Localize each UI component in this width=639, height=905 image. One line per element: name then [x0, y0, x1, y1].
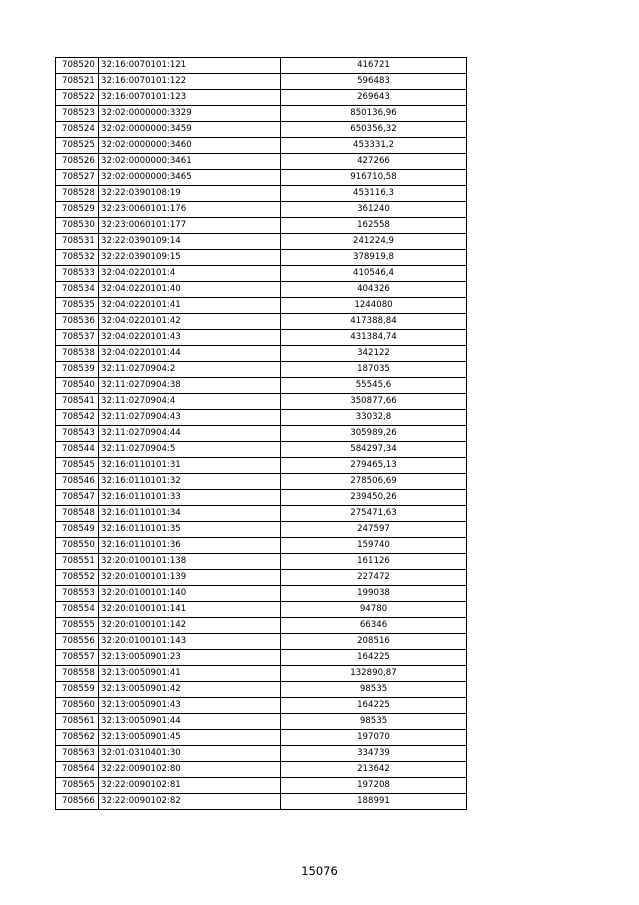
table-row: [56, 106, 467, 122]
value-cell: 1244080: [281, 298, 467, 314]
value-cell: 916710,58: [281, 170, 467, 186]
row-id-cell: 708523: [56, 106, 99, 122]
value-cell: 213642: [281, 762, 467, 778]
value-cell: 453116,3: [281, 186, 467, 202]
value-cell: 279465,13: [281, 458, 467, 474]
row-id-cell: 708562: [56, 730, 99, 746]
cadastral-number-cell: 32:20:0100101:143: [99, 634, 281, 650]
value-cell: 342122: [281, 346, 467, 362]
row-id-cell: 708551: [56, 554, 99, 570]
table-row: [56, 234, 467, 250]
cadastral-number-cell: 32:20:0100101:141: [99, 602, 281, 618]
cadastral-number-cell: 32:22:0090102:80: [99, 762, 281, 778]
table-row: [56, 426, 467, 442]
row-id-cell: 708539: [56, 362, 99, 378]
value-cell: 584297,34: [281, 442, 467, 458]
table-row: [56, 346, 467, 362]
value-cell: 162558: [281, 218, 467, 234]
row-id-cell: 708536: [56, 314, 99, 330]
table-row: [56, 730, 467, 746]
cadastral-number-cell: 32:04:0220101:43: [99, 330, 281, 346]
value-cell: 350877,66: [281, 394, 467, 410]
row-id-cell: 708533: [56, 266, 99, 282]
value-cell: 132890,87: [281, 666, 467, 682]
row-id-cell: 708553: [56, 586, 99, 602]
value-cell: 164225: [281, 650, 467, 666]
cadastral-number-cell: 32:11:0270904:2: [99, 362, 281, 378]
row-id-cell: 708542: [56, 410, 99, 426]
table-row: [56, 522, 467, 538]
value-cell: 197070: [281, 730, 467, 746]
value-cell: 269643: [281, 90, 467, 106]
value-cell: 305989,26: [281, 426, 467, 442]
row-id-cell: 708558: [56, 666, 99, 682]
value-cell: 378919,8: [281, 250, 467, 266]
table-row: [56, 378, 467, 394]
row-id-cell: 708541: [56, 394, 99, 410]
cadastral-number-cell: 32:04:0220101:40: [99, 282, 281, 298]
table-row: [56, 74, 467, 90]
row-id-cell: 708531: [56, 234, 99, 250]
cadastral-number-cell: 32:13:0050901:45: [99, 730, 281, 746]
value-cell: 227472: [281, 570, 467, 586]
cadastral-number-cell: 32:22:0090102:81: [99, 778, 281, 794]
table-body: [56, 58, 467, 810]
value-cell: 417388,84: [281, 314, 467, 330]
cadastral-number-cell: 32:20:0100101:140: [99, 586, 281, 602]
value-cell: 850136,96: [281, 106, 467, 122]
row-id-cell: 708552: [56, 570, 99, 586]
table-row: [56, 794, 467, 810]
row-id-cell: 708561: [56, 714, 99, 730]
cadastral-number-cell: 32:22:0390108:19: [99, 186, 281, 202]
value-cell: 410546,4: [281, 266, 467, 282]
value-cell: 650356,32: [281, 122, 467, 138]
table-row: [56, 714, 467, 730]
table-row: [56, 122, 467, 138]
row-id-cell: 708524: [56, 122, 99, 138]
value-cell: 275471,63: [281, 506, 467, 522]
table-row: [56, 634, 467, 650]
table-row: [56, 202, 467, 218]
table-row: [56, 778, 467, 794]
value-cell: 239450,26: [281, 490, 467, 506]
row-id-cell: 708529: [56, 202, 99, 218]
cadastral-number-cell: 32:20:0100101:142: [99, 618, 281, 634]
cadastral-number-cell: 32:04:0220101:42: [99, 314, 281, 330]
table-row: [56, 314, 467, 330]
cadastral-number-cell: 32:13:0050901:41: [99, 666, 281, 682]
value-cell: 427266: [281, 154, 467, 170]
row-id-cell: 708544: [56, 442, 99, 458]
cadastral-number-cell: 32:02:0000000:3460: [99, 138, 281, 154]
value-cell: 159740: [281, 538, 467, 554]
value-cell: 98535: [281, 682, 467, 698]
row-id-cell: 708540: [56, 378, 99, 394]
value-cell: 453331,2: [281, 138, 467, 154]
cadastral-number-cell: 32:02:0000000:3465: [99, 170, 281, 186]
value-cell: 187035: [281, 362, 467, 378]
row-id-cell: 708534: [56, 282, 99, 298]
table-row: [56, 298, 467, 314]
row-id-cell: 708535: [56, 298, 99, 314]
cadastral-number-cell: 32:20:0100101:139: [99, 570, 281, 586]
row-id-cell: 708537: [56, 330, 99, 346]
cadastral-number-cell: 32:13:0050901:23: [99, 650, 281, 666]
row-id-cell: 708546: [56, 474, 99, 490]
value-cell: 208516: [281, 634, 467, 650]
value-cell: 361240: [281, 202, 467, 218]
cadastral-number-cell: 32:02:0000000:3459: [99, 122, 281, 138]
row-id-cell: 708556: [56, 634, 99, 650]
value-cell: 66346: [281, 618, 467, 634]
table-row: [56, 218, 467, 234]
table-row: [56, 586, 467, 602]
table-row: [56, 394, 467, 410]
cadastral-number-cell: 32:20:0100101:138: [99, 554, 281, 570]
value-cell: 164225: [281, 698, 467, 714]
table-row: [56, 666, 467, 682]
cadastral-number-cell: 32:11:0270904:4: [99, 394, 281, 410]
row-id-cell: 708522: [56, 90, 99, 106]
row-id-cell: 708550: [56, 538, 99, 554]
row-id-cell: 708549: [56, 522, 99, 538]
row-id-cell: 708521: [56, 74, 99, 90]
row-id-cell: 708527: [56, 170, 99, 186]
table-row: [56, 650, 467, 666]
table-row: [56, 746, 467, 762]
cadastral-number-cell: 32:13:0050901:42: [99, 682, 281, 698]
table-row: [56, 570, 467, 586]
cadastral-number-cell: 32:11:0270904:44: [99, 426, 281, 442]
cadastral-number-cell: 32:16:0070101:123: [99, 90, 281, 106]
row-id-cell: 708559: [56, 682, 99, 698]
cadastral-number-cell: 32:22:0390109:15: [99, 250, 281, 266]
row-id-cell: 708530: [56, 218, 99, 234]
table-row: [56, 554, 467, 570]
cadastral-number-cell: 32:04:0220101:41: [99, 298, 281, 314]
table-row: [56, 602, 467, 618]
row-id-cell: 708565: [56, 778, 99, 794]
cadastral-number-cell: 32:16:0110101:32: [99, 474, 281, 490]
cadastral-number-cell: 32:11:0270904:5: [99, 442, 281, 458]
table-row: [56, 266, 467, 282]
value-cell: 33032,8: [281, 410, 467, 426]
cadastral-number-cell: 32:16:0110101:33: [99, 490, 281, 506]
cadastral-number-cell: 32:11:0270904:38: [99, 378, 281, 394]
cadastral-number-cell: 32:22:0390109:14: [99, 234, 281, 250]
cadastral-number-cell: 32:16:0110101:35: [99, 522, 281, 538]
table-row: [56, 250, 467, 266]
value-cell: 334739: [281, 746, 467, 762]
row-id-cell: 708543: [56, 426, 99, 442]
row-id-cell: 708526: [56, 154, 99, 170]
page-number: 15076: [301, 864, 338, 878]
table-row: [56, 506, 467, 522]
table-row: [56, 138, 467, 154]
table-row: [56, 538, 467, 554]
table-row: [56, 442, 467, 458]
row-id-cell: 708548: [56, 506, 99, 522]
value-cell: 188991: [281, 794, 467, 810]
row-id-cell: 708547: [56, 490, 99, 506]
cadastral-number-cell: 32:16:0110101:36: [99, 538, 281, 554]
value-cell: 241224,9: [281, 234, 467, 250]
value-cell: 199038: [281, 586, 467, 602]
value-cell: 247597: [281, 522, 467, 538]
row-id-cell: 708532: [56, 250, 99, 266]
table-row: [56, 58, 467, 74]
table-row: [56, 170, 467, 186]
cadastral-number-cell: 32:13:0050901:44: [99, 714, 281, 730]
cadastral-number-cell: 32:22:0090102:82: [99, 794, 281, 810]
row-id-cell: 708528: [56, 186, 99, 202]
table-row: [56, 90, 467, 106]
cadastral-number-cell: 32:16:0110101:34: [99, 506, 281, 522]
table-row: [56, 330, 467, 346]
row-id-cell: 708520: [56, 58, 99, 74]
cadastral-number-cell: 32:16:0110101:31: [99, 458, 281, 474]
cadastral-number-cell: 32:16:0070101:121: [99, 58, 281, 74]
table-row: [56, 682, 467, 698]
value-cell: 596483: [281, 74, 467, 90]
value-cell: 94780: [281, 602, 467, 618]
row-id-cell: 708554: [56, 602, 99, 618]
table-row: [56, 762, 467, 778]
value-cell: 404326: [281, 282, 467, 298]
value-cell: 278506,69: [281, 474, 467, 490]
table-row: [56, 410, 467, 426]
cadastral-number-cell: 32:23:0060101:177: [99, 218, 281, 234]
value-cell: 197208: [281, 778, 467, 794]
row-id-cell: 708563: [56, 746, 99, 762]
table-row: [56, 698, 467, 714]
value-cell: 161126: [281, 554, 467, 570]
row-id-cell: 708566: [56, 794, 99, 810]
row-id-cell: 708545: [56, 458, 99, 474]
table-row: [56, 490, 467, 506]
table-row: [56, 618, 467, 634]
table-row: [56, 458, 467, 474]
cadastral-number-cell: 32:13:0050901:43: [99, 698, 281, 714]
table-row: [56, 186, 467, 202]
value-cell: 431384,74: [281, 330, 467, 346]
value-cell: 98535: [281, 714, 467, 730]
table-row: [56, 474, 467, 490]
cadastral-number-cell: 32:23:0060101:176: [99, 202, 281, 218]
data-table: [55, 57, 467, 810]
row-id-cell: 708538: [56, 346, 99, 362]
cadastral-number-cell: 32:04:0220101:44: [99, 346, 281, 362]
row-id-cell: 708557: [56, 650, 99, 666]
table-row: [56, 282, 467, 298]
cadastral-number-cell: 32:04:0220101:4: [99, 266, 281, 282]
table-row: [56, 362, 467, 378]
cadastral-number-cell: 32:16:0070101:122: [99, 74, 281, 90]
value-cell: 55545,6: [281, 378, 467, 394]
row-id-cell: 708564: [56, 762, 99, 778]
row-id-cell: 708525: [56, 138, 99, 154]
cadastral-number-cell: 32:11:0270904:43: [99, 410, 281, 426]
cadastral-number-cell: 32:01:0310401:30: [99, 746, 281, 762]
row-id-cell: 708560: [56, 698, 99, 714]
row-id-cell: 708555: [56, 618, 99, 634]
cadastral-number-cell: 32:02:0000000:3329: [99, 106, 281, 122]
cadastral-number-cell: 32:02:0000000:3461: [99, 154, 281, 170]
value-cell: 416721: [281, 58, 467, 74]
table-row: [56, 154, 467, 170]
